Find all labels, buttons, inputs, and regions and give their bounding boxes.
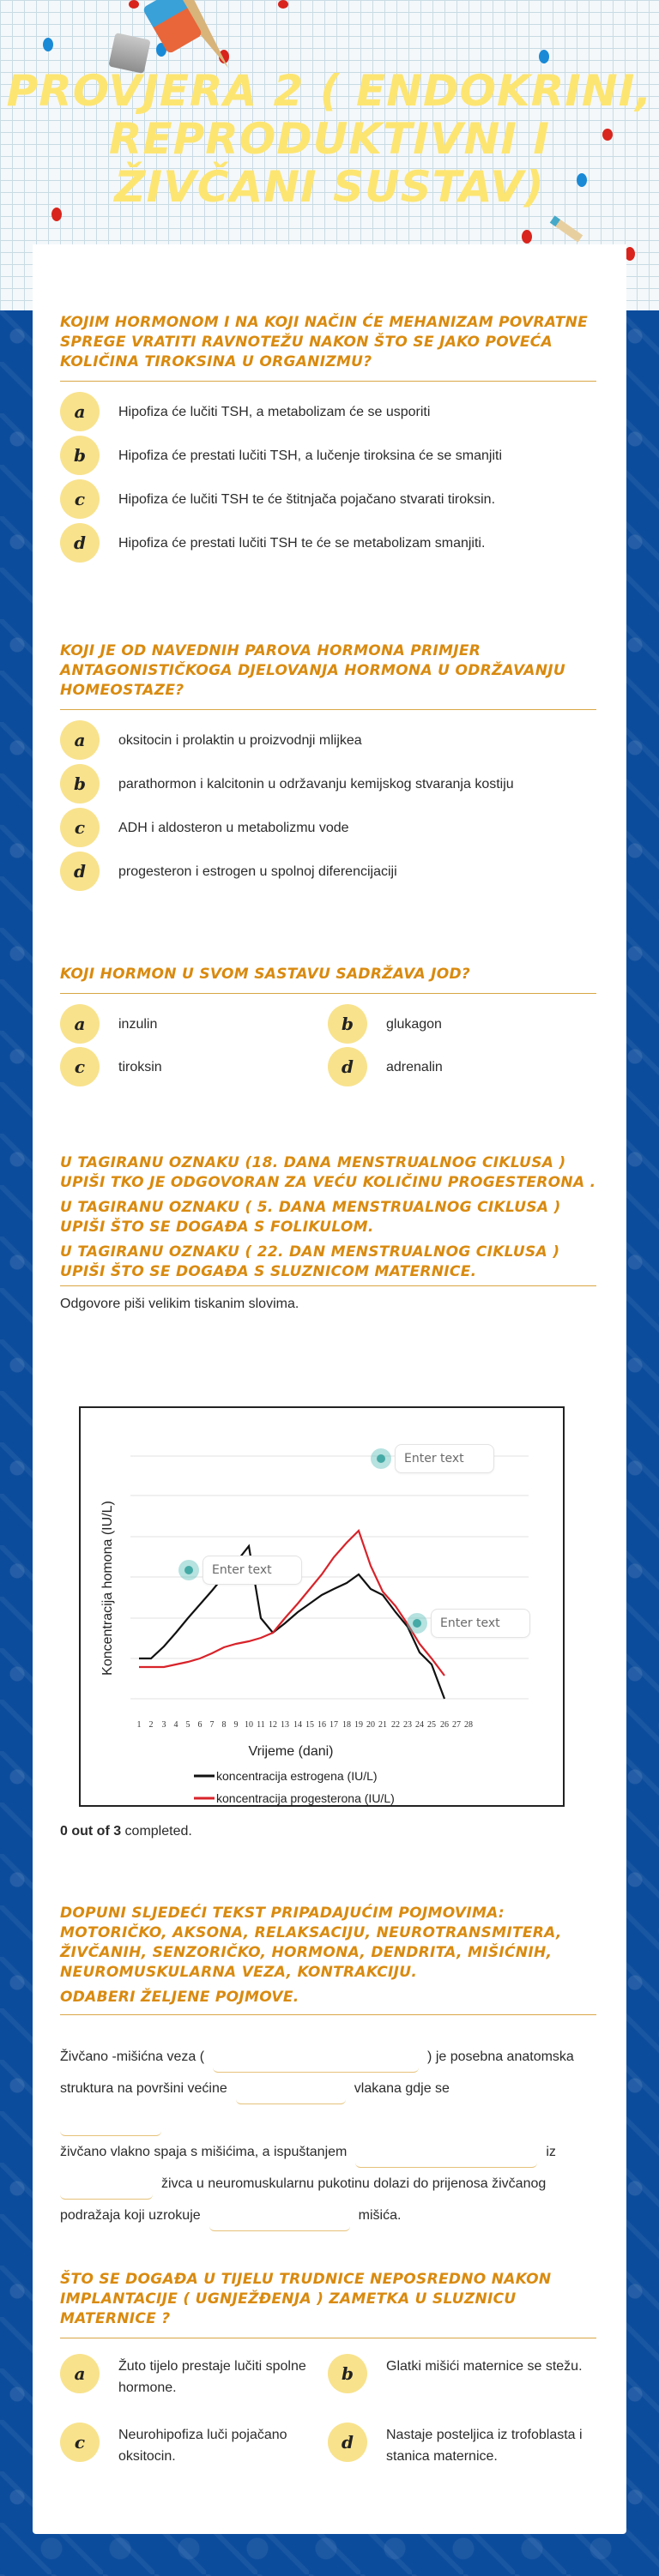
divider [60,2014,596,2015]
divider [60,381,596,382]
option-d[interactable] [60,523,485,563]
svg-text:8: 8 [221,1720,227,1730]
question-title-line: U TAGIRANU OZNAKU ( 22. DAN MENSTRUALNOG CIKLUSA ) UPIŠI ŠTO SE DOGAĐA S SLUZNICOM MATERNICE. [60,1243,560,1280]
text-segment: živca u neuromuskularnu pukotinu dolazi do prijenosa živčanog podražaja koji uzrokuje [60,2176,547,2223]
text-segment: živčano vlakno spaja s mišićima, a ispuštanjem [60,2145,348,2159]
svg-text:4: 4 [173,1720,178,1730]
page-title: PROVJERA 2 ( ENDOKRINI, REPRODUKTIVNI I ŽIVČANI SUSTAV) [6,66,653,212]
question-1 [60,313,596,553]
hotspot-marker-icon [371,1448,391,1469]
svg-text:22: 22 [391,1720,400,1730]
option-text: Hipofiza će prestati lučiti TSH te će se metabolizam smanjiti. [118,535,486,551]
blank-1[interactable] [213,2050,419,2073]
text-segment: mišića. [358,2208,402,2223]
option-b[interactable] [328,2354,585,2393]
option-text: inzulin [118,1016,158,1032]
option-badge: b [328,2354,367,2393]
divider [60,1285,596,1286]
fill-in-text [60,2041,596,2231]
question-title-line: U TAGIRANU OZNAKU (18. DANA MENSTRUALNOG CIKLUSA ) UPIŠI TKO JE ODGOVORAN ZA VEĆU KOLIČINU PROGESTERONA . [60,1154,596,1191]
blank-5[interactable] [60,2177,153,2200]
option-d[interactable] [328,2423,585,2462]
decor-dot [278,0,288,9]
option-badge: a [60,720,100,760]
text-segment: vlakana gdje se [354,2081,450,2096]
option-text: Hipofiza će lučiti TSH, a metabolizam će se usporiti [118,404,431,419]
completion-count: 0 out of 3 [60,1824,122,1839]
hotspot-input-day-18[interactable] [395,1444,494,1473]
option-text: Glatki mišići maternice se stežu. [386,2359,583,2374]
hotspot-day-5[interactable] [178,1556,302,1585]
option-text: tiroksin [118,1059,162,1074]
x-tick-labels [137,1720,474,1730]
question-title-line: DOPUNI SLJEDEĆI TEKST PRIPADAJUĆIM POJMOVIMA: MOTORIČKO, AKSONA, RELAKSACIJU, NEUROTRANSMITERA, ŽIVČANIH, SENZORIČKO, HORMONA, DENDRITA, MIŠIĆNIH, NEUROMUSKULARNA VEZA, KONTRAKCIJU. [60,1905,562,1981]
svg-text:25: 25 [427,1720,436,1730]
hormone-chart [79,1406,565,1807]
option-badge: c [60,1047,100,1086]
svg-text:20: 20 [366,1720,375,1730]
hotspot-input-day-22[interactable] [431,1609,530,1638]
svg-text:24: 24 [415,1720,424,1730]
option-text: oksitocin i prolaktin u proizvodnji mlijkea [118,732,362,748]
option-text: glukagon [386,1016,442,1032]
hotspot-input-day-5[interactable] [203,1556,302,1585]
decor-dot [539,50,549,63]
svg-text:18: 18 [342,1720,351,1730]
svg-text:1: 1 [136,1720,142,1730]
svg-text:28: 28 [464,1720,473,1730]
option-text: Neurohipofiza luči pojačano oksitocin. [118,2428,287,2464]
option-text: adrenalin [386,1059,443,1074]
svg-text:11: 11 [257,1720,265,1730]
svg-text:15: 15 [305,1720,314,1730]
question-2 [60,641,596,882]
x-axis-label: Vrijeme (dani) [248,1744,334,1759]
option-badge: c [60,808,100,847]
svg-text:13: 13 [281,1720,289,1730]
option-badge: d [328,1047,367,1086]
svg-text:7: 7 [209,1720,215,1730]
option-a[interactable] [60,720,362,760]
svg-text:12: 12 [269,1720,277,1730]
option-text: Hipofiza će prestati lučiti TSH, a lučenje tiroksina će se smanjiti [118,448,502,463]
worksheet-card [33,244,626,2534]
svg-text:21: 21 [378,1720,387,1730]
hotspot-marker-icon [178,1560,199,1580]
svg-text:23: 23 [403,1720,412,1730]
completion-status [60,1824,192,1839]
option-a[interactable] [60,1004,157,1044]
option-badge: a [60,2354,100,2393]
option-badge: d [60,852,100,891]
divider [60,993,596,994]
svg-text:10: 10 [245,1720,253,1730]
hotspot-day-18[interactable] [371,1444,494,1473]
option-badge: a [60,392,100,431]
svg-text:6: 6 [197,1720,203,1730]
option-badge: b [60,764,100,803]
question-title: KOJI JE OD NAVEDNIH PAROVA HORMONA PRIMJER ANTAGONISTIČKOGA DJELOVANJA HORMONA U ODRŽAVANJU HOMEOSTAZE? [60,642,565,699]
option-text: parathormon i kalcitonin u održavanju kemijskog stvaranja kostiju [118,776,514,791]
question-title: ŠTO SE DOGAĐA U TIJELU TRUDNICE NEPOSREDNO NAKON IMPLANTACIJE ( UGNJEŽĐENJA ) ZAMETKA U SLUZNICU MATERNICE ? [60,2271,552,2327]
option-badge: a [60,1004,100,1044]
svg-text:14: 14 [293,1720,302,1730]
text-segment: ) je posebna anatomska struktura na površini većine [60,2049,574,2096]
question-title: KOJIM HORMONOM I NA KOJI NAČIN ĆE MEHANIZAM POVRATNE SPREGE VRATITI RAVNOTEŽU NAKON ŠTO SE JAKO POVEĆA KOLIČINA TIROKSINA U ORGANIZMU? [60,314,589,370]
question-3 [60,965,596,1077]
option-b[interactable] [328,1004,442,1044]
option-a[interactable] [60,2354,317,2393]
y-axis-label: Koncentracija homona (IU/L) [100,1501,115,1676]
option-text: Hipofiza će lučiti TSH te će štitnjača pojačano stvarati tiroksin. [118,491,496,507]
option-c[interactable] [60,2423,317,2462]
svg-text:16: 16 [317,1720,326,1730]
option-d[interactable] [60,852,397,891]
hotspot-day-22[interactable] [407,1609,530,1638]
svg-text:3: 3 [161,1720,166,1730]
question-title: KOJI HORMON U SVOM SASTAVU SADRŽAVA JOD? [60,966,471,983]
option-b[interactable] [60,436,502,475]
option-badge: c [60,2423,100,2462]
option-b[interactable] [60,764,514,803]
option-a[interactable] [60,392,430,431]
legend-label-estrogen: koncentracija estrogena (IU/L) [216,1769,378,1783]
option-badge: d [60,523,100,563]
question-6 [60,2270,596,2464]
instruction-text: Odgovore piši velikim tiskanim slovima. [60,1297,299,1311]
svg-text:17: 17 [330,1720,338,1730]
option-badge: b [328,1004,367,1044]
svg-text:19: 19 [354,1720,363,1730]
option-text: ADH i aldosteron u metabolizmu vode [118,820,349,835]
question-5 [60,1904,596,2015]
text-segment: Živčano -mišićna veza ( [60,2049,205,2064]
svg-text:27: 27 [452,1720,461,1730]
svg-text:2: 2 [148,1720,154,1730]
option-badge: d [328,2423,367,2462]
decor-dot [129,0,139,9]
legend-label-progesterone: koncentracija progesterona (IU/L) [216,1791,395,1805]
decor-dot [43,38,53,51]
blank-4[interactable] [355,2146,537,2168]
svg-text:5: 5 [185,1720,190,1730]
decor-dot [522,230,532,244]
option-badge: c [60,479,100,519]
option-text: progesteron i estrogen u spolnoj diferencijaciji [118,864,397,879]
completion-label: completed. [121,1824,192,1839]
divider [60,709,596,710]
svg-text:9: 9 [233,1720,239,1730]
question-4 [60,1153,596,1312]
question-title-line: U TAGIRANU OZNAKU ( 5. DANA MENSTRUALNOG CIKLUSA ) UPIŠI ŠTO SE DOGAĐA S FOLIKULOM. [60,1199,561,1236]
option-d[interactable] [328,1047,443,1086]
question-title-line: ODABERI ŽELJENE POJMOVE. [60,1989,299,2006]
option-c[interactable] [60,479,495,519]
hotspot-marker-icon [407,1613,427,1634]
option-c[interactable] [60,1047,162,1086]
blank-3[interactable] [60,2114,161,2136]
blank-2[interactable] [236,2082,346,2104]
text-segment: iz [546,2145,556,2159]
blank-6[interactable] [209,2209,350,2231]
option-text: Žuto tijelo prestaje lučiti spolne hormone. [118,2359,306,2395]
option-c[interactable] [60,808,349,847]
option-badge: b [60,436,100,475]
svg-text:26: 26 [440,1720,449,1730]
option-text: Nastaje posteljica iz trofoblasta i stanica maternice. [386,2428,583,2464]
